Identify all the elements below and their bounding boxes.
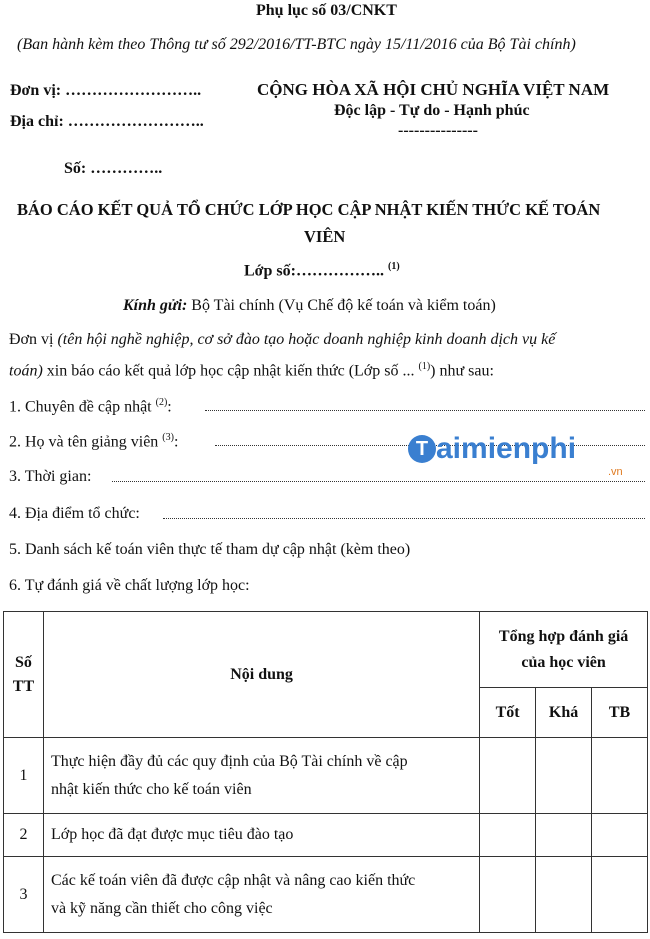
appendix-number: Phụ lục số 03/CNKT bbox=[256, 2, 397, 19]
unit-field: Đơn vị: …………………….. bbox=[10, 82, 202, 99]
issued-note: (Ban hành kèm theo Thông tư số 292/2016/TT-BTC ngày 15/11/2016 của Bộ Tài chính) bbox=[17, 36, 576, 53]
watermark-suffix: .vn bbox=[608, 466, 623, 478]
item-colon: : bbox=[173, 433, 179, 451]
header-stt-line2: TT bbox=[12, 677, 35, 695]
assessment-table bbox=[3, 611, 648, 933]
row-content-line2: và kỹ năng cần thiết cho công việc bbox=[50, 899, 273, 917]
address-field: Địa chỉ: …………………….. bbox=[10, 113, 204, 130]
header-fair: Khá bbox=[536, 688, 592, 738]
footnote-ref: (1) bbox=[418, 361, 431, 372]
addressee bbox=[123, 297, 496, 315]
item-topic-label: 1. Chuyên đề cập nhật bbox=[9, 398, 156, 416]
item-time: 3. Thời gian: bbox=[9, 468, 92, 485]
cell-fair bbox=[536, 814, 592, 857]
header-good: Tốt bbox=[480, 688, 536, 738]
intro-line1 bbox=[9, 331, 555, 349]
row-content-line1: Các kế toán viên đã được cập nhật và nâng cao kiến thức bbox=[50, 871, 416, 889]
header-summary-line1: Tổng hợp đánh giá bbox=[498, 627, 629, 645]
fill-line bbox=[205, 410, 645, 411]
country-name: CỘNG HÒA XÃ HỘI CHỦ NGHĨA VIỆT NAM bbox=[257, 80, 610, 99]
footnote-ref: (3) bbox=[162, 432, 174, 443]
item-venue: 4. Địa điểm tổ chức: bbox=[9, 505, 140, 522]
intro-text-2: xin báo cáo kết quả lớp học cập nhật kiến thức (Lớp số ... bbox=[42, 362, 419, 380]
item-colon: : bbox=[167, 398, 172, 416]
header-summary-line2: của học viên bbox=[521, 653, 606, 671]
table-row bbox=[4, 857, 648, 933]
cell-good bbox=[480, 857, 536, 933]
intro-italic: (tên hội nghề nghiệp, cơ sở đào tạo hoặc doanh nghiệp kinh doanh dịch vụ kế bbox=[57, 331, 556, 348]
item-lecturer-label: 2. Họ và tên giảng viên bbox=[9, 433, 163, 451]
cell-average bbox=[592, 814, 648, 857]
intro-text: Đơn vị bbox=[9, 331, 58, 348]
addressee-label: Kính gửi: bbox=[123, 297, 188, 314]
fill-line bbox=[163, 518, 645, 519]
row-number: 1 bbox=[4, 738, 44, 814]
national-motto: Độc lập - Tự do - Hạnh phúc bbox=[334, 102, 530, 119]
header-stt-line1: Số bbox=[15, 653, 32, 671]
item-attendees: 5. Danh sách kế toán viên thực tế tham dự cập nhật (kèm theo) bbox=[9, 541, 411, 558]
report-title-line2: VIÊN bbox=[304, 227, 346, 246]
header-stt bbox=[4, 612, 44, 738]
intro-text-3: ) như sau: bbox=[430, 362, 494, 380]
cell-fair bbox=[536, 738, 592, 814]
row-content: Lớp học đã đạt được mục tiêu đào tạo bbox=[43, 814, 479, 857]
brand-t-icon: T bbox=[408, 435, 436, 463]
class-number-label: Lớp số:…………….. bbox=[244, 262, 388, 280]
cell-good bbox=[480, 738, 536, 814]
row-number: 2 bbox=[4, 814, 44, 857]
fill-line bbox=[112, 481, 645, 482]
header-summary bbox=[480, 612, 648, 688]
cell-average bbox=[592, 857, 648, 933]
table-row bbox=[4, 814, 648, 857]
table-row bbox=[4, 738, 648, 814]
item-topic bbox=[9, 397, 172, 416]
cell-fair bbox=[536, 857, 592, 933]
cell-good bbox=[480, 814, 536, 857]
item-lecturer bbox=[9, 432, 178, 451]
motto-rule: --------------- bbox=[398, 122, 478, 139]
intro-italic-2: toán) bbox=[9, 362, 43, 380]
row-content-line1: Thực hiện đầy đủ các quy định của Bộ Tài chính về cập bbox=[50, 752, 408, 770]
report-title-line1: BÁO CÁO KẾT QUẢ TỔ CHỨC LỚP HỌC CẬP NHẬT KIẾN THỨC KẾ TOÁN bbox=[17, 200, 601, 219]
cell-average bbox=[592, 738, 648, 814]
header-content: Nội dung bbox=[43, 612, 479, 738]
row-content bbox=[43, 857, 479, 933]
addressee-value: Bộ Tài chính (Vụ Chế độ kế toán và kiểm toán) bbox=[187, 297, 496, 314]
document-number: Số: ………….. bbox=[64, 160, 163, 177]
class-number bbox=[244, 261, 400, 280]
intro-line2 bbox=[9, 361, 494, 380]
item-self-assessment: 6. Tự đánh giá về chất lượng lớp học: bbox=[9, 577, 250, 594]
row-content-line2: nhật kiến thức cho kế toán viên bbox=[50, 780, 252, 798]
row-content bbox=[43, 738, 479, 814]
row-number: 3 bbox=[4, 857, 44, 933]
header-average: TB bbox=[592, 688, 648, 738]
footnote-ref: (2) bbox=[155, 397, 168, 408]
footnote-ref: (1) bbox=[387, 261, 400, 272]
watermark-logo bbox=[408, 432, 623, 478]
watermark-brand: aimienphi bbox=[436, 432, 577, 465]
